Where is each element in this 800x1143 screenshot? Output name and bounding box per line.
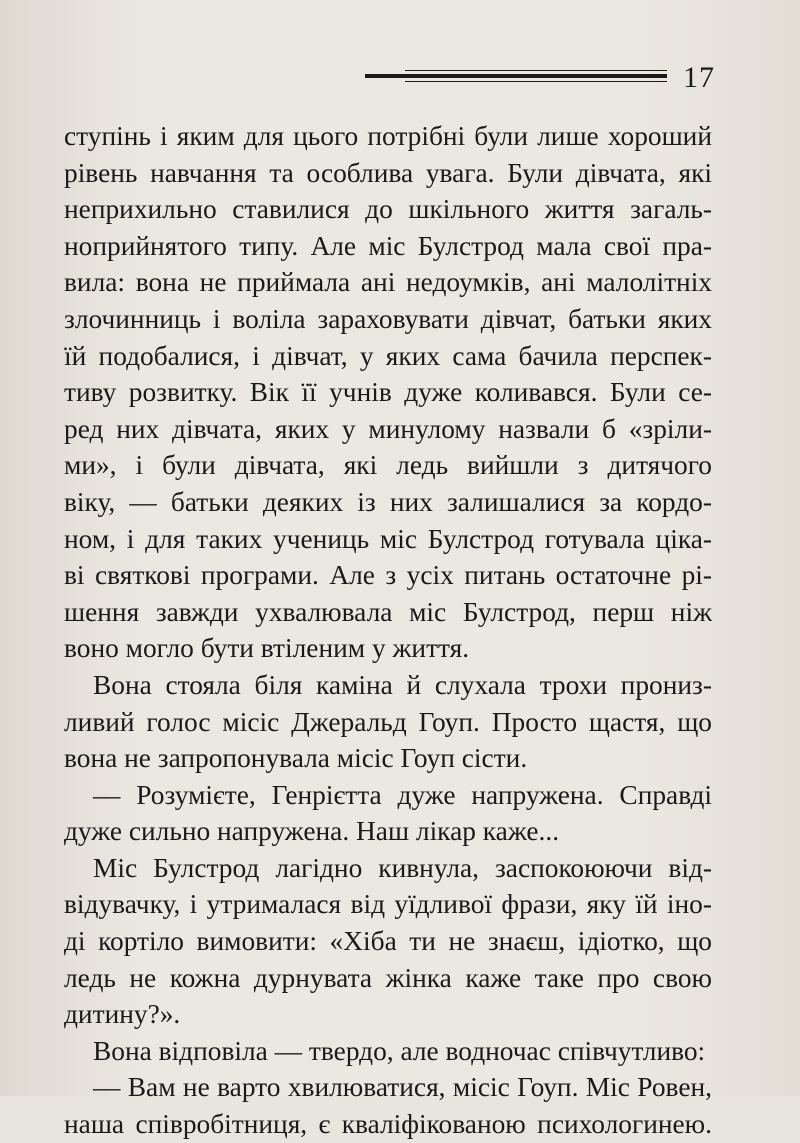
text-line: ми», і були дівчата, які ледь вийшли з дитячого (64, 450, 712, 481)
body-text (64, 118, 712, 1143)
text-line: відувачку, і утрималася від уїдливої фрази, яку їй іно- (64, 889, 712, 920)
page-number: 17 (683, 61, 715, 94)
header-rule-line-thick (365, 74, 667, 78)
text-line: ливий голос місіс Джеральд Гоуп. Просто щастя, що (64, 706, 712, 737)
text-line: наша співробітниця, є кваліфікованою психологинею. (64, 1109, 712, 1140)
text-line: вила: вона не приймала ані недоумків, ані малолітніх (64, 267, 712, 298)
text-line: вона не запропонувала місіс Гоуп сісти. (64, 743, 528, 774)
text-line: ві святкові програми. Але з усіх питань остаточне рі- (64, 560, 712, 591)
text-line: дуже сильно напружена. Наш лікар каже... (64, 816, 560, 847)
header-rule (365, 70, 667, 86)
text-line: воно могло бути втіленим у життя. (64, 633, 470, 664)
header-rule-line-bottom (405, 81, 667, 82)
text-line: злочинниць і воліла зараховувати дівчат, батьки яких (64, 303, 712, 334)
text-line: віку, — батьки деяких із них залишалися за кордо- (64, 486, 712, 517)
header-rule-line-top (405, 70, 667, 71)
text-line: Вона відповіла — твердо, але водночас співчутливо: (93, 1035, 706, 1066)
text-line: ном, і для таких учениць міс Булстрод готувала ціка- (64, 523, 712, 554)
text-line: ред них дівчата, яких у минулому назвали б «зріли- (64, 413, 712, 444)
text-line: тиву розвитку. Вік її учнів дуже коливався. Були се- (64, 377, 712, 408)
text-line: шення завжди ухвалювала міс Булстрод, перш ніж (64, 596, 712, 627)
text-line: — Розумієте, Генрієтта дуже напружена. Справді (93, 779, 712, 810)
text-line: рівень навчання та особлива увага. Були дівчата, які (64, 157, 712, 188)
text-line: ді кортіло вимовити: «Хіба ти не знаєш, ідіотко, що (64, 926, 712, 957)
text-line: ноприйнятого типу. Але міс Булстрод мала свої пра- (64, 230, 712, 261)
text-line: — Вам не варто хвилюватися, місіс Гоуп. Міс Ровен, (93, 1072, 712, 1103)
text-line: їй подобалися, і дівчат, у яких сама бачила перспек- (64, 340, 712, 371)
text-line: ледь не кожна дурнувата жінка каже таке про свою (64, 962, 712, 993)
text-line: Вона стояла біля каміна й слухала трохи прониз- (93, 669, 712, 700)
page-header (365, 58, 715, 98)
text-line: Міс Булстрод лагідно кивнула, заспокоюючи від- (93, 852, 712, 883)
text-line: ступінь і яким для цього потрібні були лише хороший (64, 121, 712, 151)
text-line: дитину?». (64, 999, 181, 1030)
text-line: неприхильно ставилися до шкільного життя загаль- (64, 194, 712, 225)
